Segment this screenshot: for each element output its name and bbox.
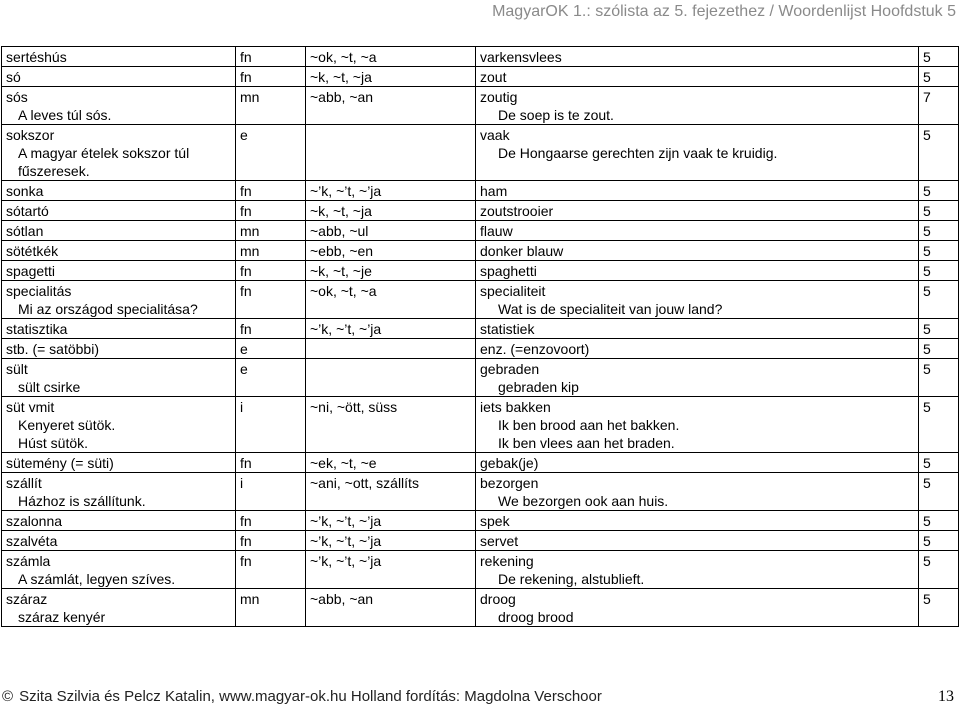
word-type-cell (236, 201, 306, 221)
chapter-number: 5 (923, 455, 931, 471)
table-row (2, 531, 959, 551)
chapter-number: 5 (923, 361, 931, 377)
chapter-cell (919, 201, 959, 221)
page-header: MagyarOK 1.: szólista az 5. fejezethez / Woordenlijst Hoofdstuk 5 (492, 3, 956, 20)
dutch-word: droog (480, 591, 516, 607)
word-forms: ~abb, ~an (310, 591, 374, 607)
dutch-cell (476, 67, 919, 87)
dutch-example: Wat is de specialiteit van jouw land? (498, 301, 723, 317)
hungarian-example: Húst sütök. (18, 435, 89, 451)
hungarian-word: sós (6, 89, 28, 105)
word-type: mn (240, 243, 260, 259)
chapter-number: 5 (923, 513, 931, 529)
word-type: fn (240, 263, 252, 279)
word-type-cell (236, 181, 306, 201)
table-row (2, 181, 959, 201)
word-type: e (240, 341, 248, 357)
hungarian-cell (2, 67, 236, 87)
dutch-cell (476, 339, 919, 359)
hungarian-word: specialitás (6, 283, 72, 299)
dutch-word: enz. (=enzovoort) (480, 341, 590, 357)
word-forms: ~abb, ~ul (310, 223, 369, 239)
word-type: mn (240, 223, 260, 239)
chapter-number: 5 (923, 341, 931, 357)
hungarian-example: A magyar ételek sokszor túl (18, 145, 190, 161)
dutch-cell (476, 87, 919, 125)
hungarian-word: só (6, 69, 21, 85)
forms-cell (306, 397, 476, 453)
word-type: fn (240, 49, 252, 65)
forms-cell (306, 47, 476, 67)
word-type-cell (236, 261, 306, 281)
word-type-cell (236, 47, 306, 67)
forms-cell (306, 531, 476, 551)
hungarian-word: stb. (= satöbbi) (6, 341, 99, 357)
word-forms: ~’k, ~’t, ~’ja (310, 183, 382, 199)
chapter-number: 5 (923, 399, 931, 415)
hungarian-cell (2, 201, 236, 221)
forms-cell (306, 589, 476, 627)
hungarian-cell (2, 551, 236, 589)
word-type: fn (240, 455, 252, 471)
dutch-cell (476, 551, 919, 589)
hungarian-word: szállít (6, 475, 42, 491)
chapter-cell (919, 181, 959, 201)
table-row (2, 339, 959, 359)
table-row (2, 319, 959, 339)
table-row (2, 281, 959, 319)
word-type-cell (236, 473, 306, 511)
hungarian-example: száraz kenyér (18, 609, 106, 625)
dutch-word: zoutstrooier (480, 203, 554, 219)
word-forms: ~’k, ~’t, ~’ja (310, 553, 382, 569)
word-forms: ~ek, ~t, ~e (310, 455, 377, 471)
chapter-number: 5 (923, 127, 931, 143)
forms-cell (306, 551, 476, 589)
chapter-number: 5 (923, 475, 931, 491)
word-type: fn (240, 203, 252, 219)
chapter-cell (919, 551, 959, 589)
word-type: e (240, 361, 248, 377)
word-type: fn (240, 553, 252, 569)
chapter-number: 5 (923, 283, 931, 299)
dutch-cell (476, 531, 919, 551)
dutch-word: gebak(je) (480, 455, 539, 471)
hungarian-word: sótlan (6, 223, 44, 239)
hungarian-cell (2, 589, 236, 627)
hungarian-cell (2, 125, 236, 181)
hungarian-word: sütemény (= süti) (6, 455, 114, 471)
word-forms: ~ebb, ~en (310, 243, 374, 259)
chapter-number: 7 (923, 89, 931, 105)
dutch-cell (476, 125, 919, 181)
hungarian-cell (2, 241, 236, 261)
vocabulary-table (1, 46, 959, 627)
dutch-cell (476, 281, 919, 319)
dutch-example: gebraden kip (498, 379, 579, 395)
chapter-cell (919, 125, 959, 181)
hungarian-word: statisztika (6, 321, 68, 337)
chapter-number: 5 (923, 321, 931, 337)
word-type-cell (236, 511, 306, 531)
dutch-example: droog brood (498, 609, 574, 625)
hungarian-cell (2, 221, 236, 241)
word-type: fn (240, 283, 252, 299)
word-forms: ~ani, ~ott, szállíts (310, 475, 419, 491)
chapter-number: 5 (923, 49, 931, 65)
dutch-word: servet (480, 533, 519, 549)
chapter-cell (919, 47, 959, 67)
hungarian-word: szalvéta (6, 533, 58, 549)
hungarian-cell (2, 281, 236, 319)
word-type: mn (240, 89, 260, 105)
word-type-cell (236, 221, 306, 241)
dutch-word: flauw (480, 223, 513, 239)
dutch-cell (476, 397, 919, 453)
dutch-example: Ik ben brood aan het bakken. (498, 417, 680, 433)
hungarian-word: sült (6, 361, 28, 377)
chapter-number: 5 (923, 69, 931, 85)
copyright-icon: © (2, 688, 14, 705)
hungarian-cell (2, 87, 236, 125)
dutch-word: donker blauw (480, 243, 564, 259)
forms-cell (306, 359, 476, 397)
dutch-cell (476, 47, 919, 67)
dutch-cell (476, 453, 919, 473)
word-type: fn (240, 69, 252, 85)
dutch-word: vaak (480, 127, 510, 143)
hungarian-cell (2, 261, 236, 281)
chapter-cell (919, 511, 959, 531)
table-row (2, 67, 959, 87)
table-row (2, 87, 959, 125)
hungarian-example: Kenyeret sütök. (18, 417, 116, 433)
word-type-cell (236, 551, 306, 589)
forms-cell (306, 319, 476, 339)
dutch-cell (476, 473, 919, 511)
chapter-number: 5 (923, 243, 931, 259)
forms-cell (306, 241, 476, 261)
chapter-number: 5 (923, 553, 931, 569)
word-type-cell (236, 87, 306, 125)
hungarian-cell (2, 531, 236, 551)
chapter-number: 5 (923, 533, 931, 549)
hungarian-example: fűszeresek. (18, 163, 90, 179)
dutch-word: bezorgen (480, 475, 539, 491)
chapter-cell (919, 261, 959, 281)
table-row (2, 125, 959, 181)
dutch-cell (476, 201, 919, 221)
dutch-cell (476, 221, 919, 241)
word-forms: ~ok, ~t, ~a (310, 49, 377, 65)
word-type-cell (236, 589, 306, 627)
hungarian-word: sertéshús (6, 49, 67, 65)
dutch-cell (476, 511, 919, 531)
forms-cell (306, 511, 476, 531)
word-type-cell (236, 453, 306, 473)
chapter-number: 5 (923, 223, 931, 239)
vocabulary-table-body (2, 47, 959, 627)
word-type: i (240, 475, 244, 491)
table-row (2, 261, 959, 281)
page-footer (2, 687, 958, 707)
dutch-example: De rekening, alstublieft. (498, 571, 645, 587)
forms-cell (306, 473, 476, 511)
dutch-cell (476, 589, 919, 627)
hungarian-cell (2, 397, 236, 453)
table-row (2, 241, 959, 261)
forms-cell (306, 281, 476, 319)
word-forms: ~k, ~t, ~ja (310, 203, 372, 219)
chapter-cell (919, 473, 959, 511)
table-row (2, 453, 959, 473)
chapter-number: 5 (923, 263, 931, 279)
hungarian-word: sonka (6, 183, 44, 199)
word-type-cell (236, 339, 306, 359)
hungarian-cell (2, 359, 236, 397)
word-type-cell (236, 241, 306, 261)
dutch-word: zout (480, 69, 507, 85)
dutch-cell (476, 359, 919, 397)
dutch-word: rekening (480, 553, 534, 569)
chapter-cell (919, 241, 959, 261)
word-forms: ~abb, ~an (310, 89, 374, 105)
word-forms: ~k, ~t, ~ja (310, 69, 372, 85)
dutch-word: spek (480, 513, 510, 529)
hungarian-example: A leves túl sós. (18, 107, 112, 123)
chapter-cell (919, 87, 959, 125)
table-row (2, 589, 959, 627)
word-type-cell (236, 531, 306, 551)
table-row (2, 47, 959, 67)
hungarian-word: sokszor (6, 127, 55, 143)
dutch-word: specialiteit (480, 283, 546, 299)
table-row (2, 221, 959, 241)
hungarian-example: Mi az országod specialitása? (18, 301, 198, 317)
chapter-cell (919, 281, 959, 319)
word-forms: ~’k, ~’t, ~’ja (310, 533, 382, 549)
forms-cell (306, 87, 476, 125)
dutch-example: We bezorgen ook aan huis. (498, 493, 669, 509)
forms-cell (306, 339, 476, 359)
page-number: 13 (938, 688, 954, 705)
word-forms: ~ok, ~t, ~a (310, 283, 377, 299)
hungarian-cell (2, 339, 236, 359)
chapter-cell (919, 319, 959, 339)
footer-copyright-text: Szita Szilvia és Pelcz Katalin, www.magyar-ok.hu Holland fordítás: Magdolna Verschoor (19, 688, 602, 705)
dutch-word: statistiek (480, 321, 535, 337)
table-row (2, 397, 959, 453)
word-type-cell (236, 281, 306, 319)
hungarian-example: Házhoz is szállítunk. (18, 493, 146, 509)
dutch-cell (476, 181, 919, 201)
word-forms: ~k, ~t, ~je (310, 263, 372, 279)
forms-cell (306, 261, 476, 281)
word-type-cell (236, 125, 306, 181)
forms-cell (306, 181, 476, 201)
word-type-cell (236, 319, 306, 339)
dutch-word: iets bakken (480, 399, 551, 415)
hungarian-word: sótartó (6, 203, 49, 219)
word-type: fn (240, 183, 252, 199)
dutch-word: zoutig (480, 89, 518, 105)
footer-copyright (2, 687, 602, 707)
hungarian-cell (2, 181, 236, 201)
dutch-cell (476, 261, 919, 281)
hungarian-word: sötétkék (6, 243, 59, 259)
table-row (2, 473, 959, 511)
chapter-cell (919, 589, 959, 627)
dutch-word: spaghetti (480, 263, 537, 279)
word-type: mn (240, 591, 260, 607)
hungarian-cell (2, 511, 236, 531)
chapter-number: 5 (923, 183, 931, 199)
chapter-cell (919, 397, 959, 453)
word-type: fn (240, 533, 252, 549)
chapter-cell (919, 531, 959, 551)
table-row (2, 359, 959, 397)
chapter-number: 5 (923, 591, 931, 607)
dutch-example: De Hongaarse gerechten zijn vaak te kruidig. (498, 145, 778, 161)
word-type: i (240, 399, 244, 415)
word-type: fn (240, 513, 252, 529)
hungarian-example: A számlát, legyen szíves. (18, 571, 176, 587)
hungarian-word: spagetti (6, 263, 56, 279)
word-type-cell (236, 359, 306, 397)
dutch-word: ham (480, 183, 508, 199)
forms-cell (306, 221, 476, 241)
dutch-word: varkensvlees (480, 49, 562, 65)
word-forms: ~ni, ~ött, süss (310, 399, 398, 415)
word-type: e (240, 127, 248, 143)
hungarian-word: számla (6, 553, 51, 569)
hungarian-example: sült csirke (18, 379, 81, 395)
word-type-cell (236, 397, 306, 453)
dutch-word: gebraden (480, 361, 540, 377)
hungarian-cell (2, 47, 236, 67)
hungarian-cell (2, 473, 236, 511)
word-type-cell (236, 67, 306, 87)
chapter-cell (919, 339, 959, 359)
word-forms: ~’k, ~’t, ~’ja (310, 321, 382, 337)
dutch-example: Ik ben vlees aan het braden. (498, 435, 675, 451)
table-row (2, 511, 959, 531)
chapter-cell (919, 453, 959, 473)
word-forms: ~’k, ~’t, ~’ja (310, 513, 382, 529)
hungarian-word: száraz (6, 591, 48, 607)
hungarian-word: szalonna (6, 513, 63, 529)
table-row (2, 551, 959, 589)
hungarian-cell (2, 453, 236, 473)
hungarian-word: süt vmit (6, 399, 55, 415)
forms-cell (306, 125, 476, 181)
dutch-example: De soep is te zout. (498, 107, 614, 123)
chapter-number: 5 (923, 203, 931, 219)
forms-cell (306, 453, 476, 473)
chapter-cell (919, 221, 959, 241)
chapter-cell (919, 67, 959, 87)
forms-cell (306, 201, 476, 221)
chapter-cell (919, 359, 959, 397)
table-row (2, 201, 959, 221)
dutch-cell (476, 319, 919, 339)
forms-cell (306, 67, 476, 87)
word-type: fn (240, 321, 252, 337)
dutch-cell (476, 241, 919, 261)
hungarian-cell (2, 319, 236, 339)
